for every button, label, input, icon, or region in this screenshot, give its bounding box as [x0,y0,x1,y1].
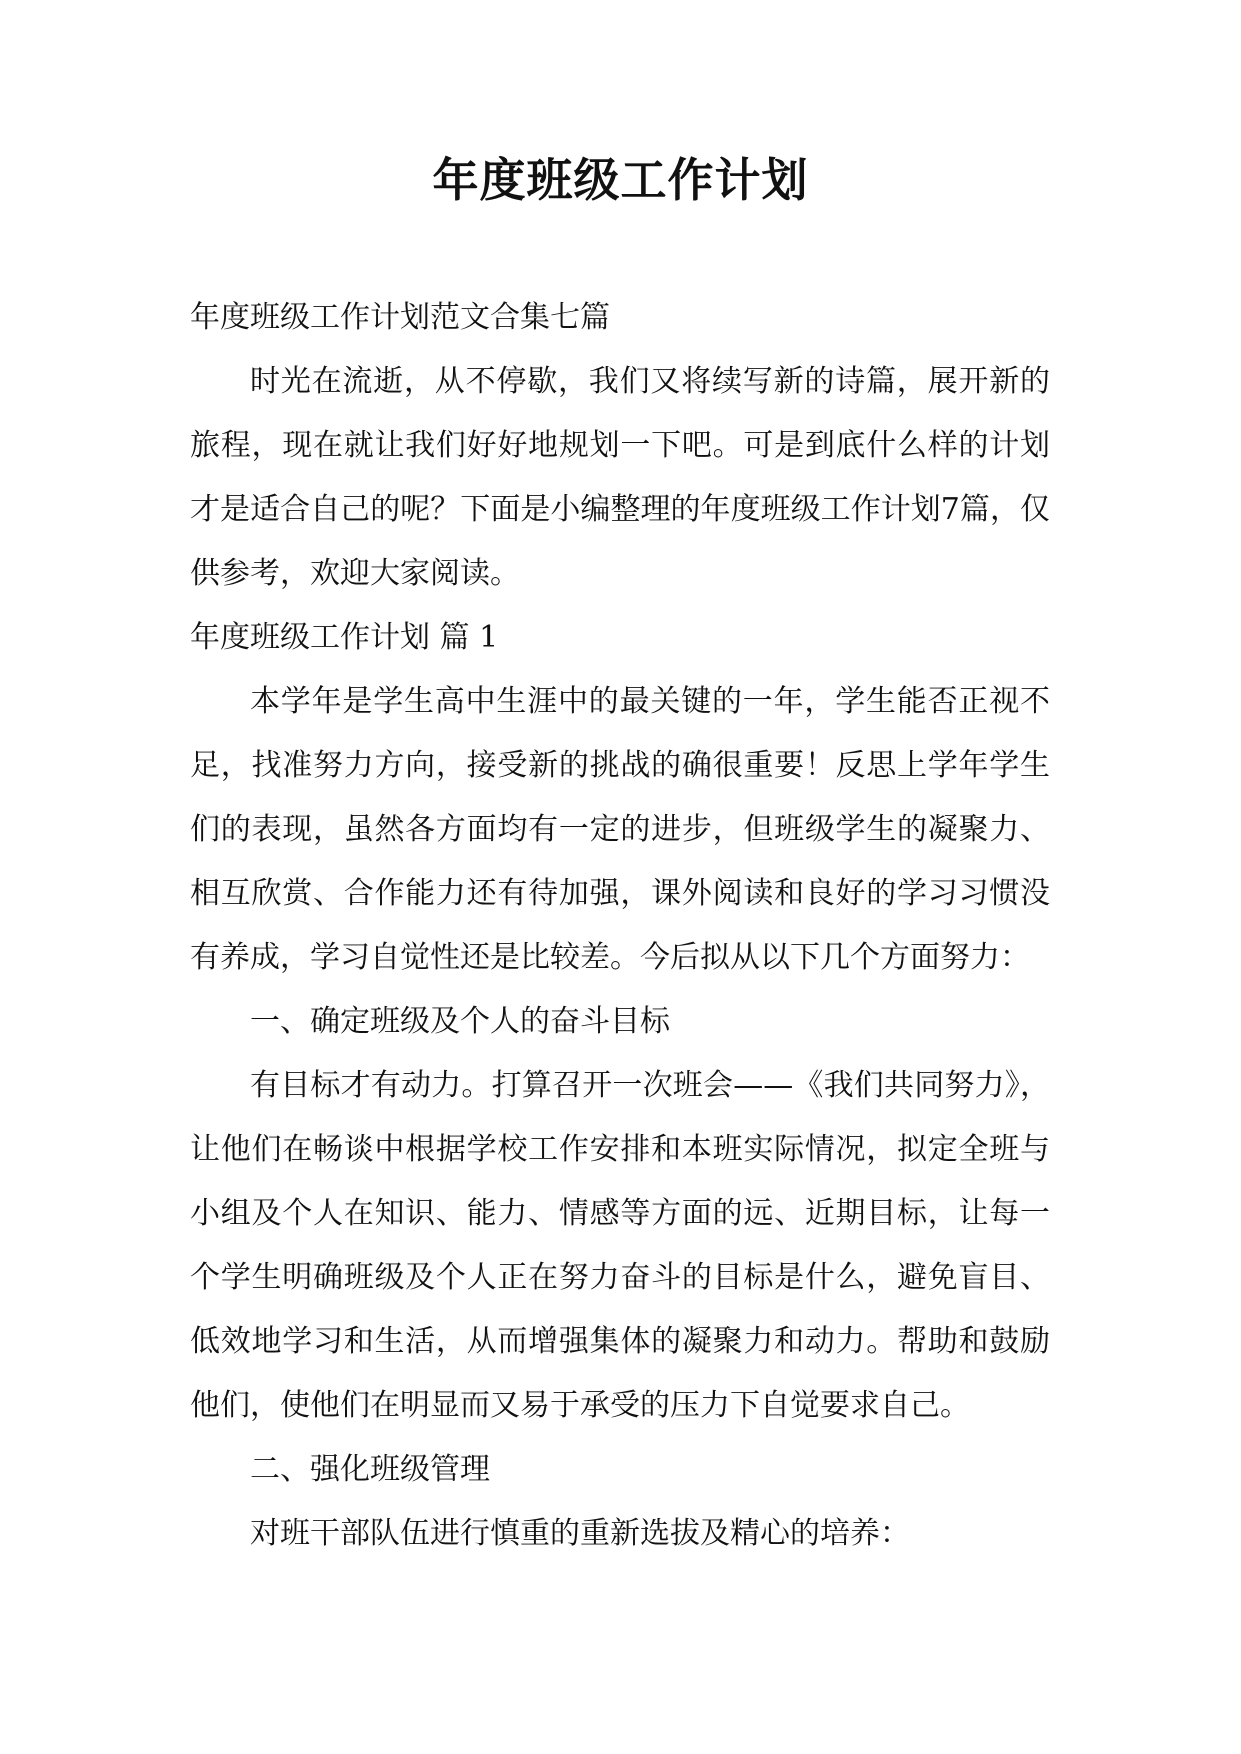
paragraph-1: 本学年是学生高中生涯中的最关键的一年，学生能否正视不足，找准努力方向，接受新的挑战的确很重要！反思上学年学生们的表现，虽然各方面均有一定的进步，但班级学生的凝聚力、相互欣赏、合作能力还有待加强，课外阅读和良好的学习习惯没有养成，学习自觉性还是比较差。今后拟从以下几个方面努力： [190,684,1050,975]
paragraph-2: 有目标才有动力。打算召开一次班会——《我们共同努力》，让他们在畅谈中根据学校工作安排和本班实际情况，拟定全班与小组及个人在知识、能力、情感等方面的远、近期目标，让每一个学生明确班级及个人正在努力奋斗的目标是什么，避免盲目、低效地学习和生活，从而增强集体的凝聚力和动力。帮助和鼓励他们，使他们在明显而又易于承受的压力下自觉要求自己。 [190,1068,1050,1423]
paragraph-3: 对班干部队伍进行慎重的重新选拔及精心的培养： [250,1516,910,1551]
document-title: 年度班级工作计划 [432,153,809,207]
document-body [190,286,1050,1566]
intro-paragraph: 时光在流逝，从不停歇，我们又将续写新的诗篇，展开新的旅程，现在就让我们好好地规划一下吧。可是到底什么样的计划才是适合自己的呢？下面是小编整理的年度班级工作计划7篇，仅供参考，欢迎大家阅读。 [190,364,1050,591]
section-heading: 年度班级工作计划 篇 1 [190,620,499,655]
heading-1: 一、确定班级及个人的奋斗目标 [250,1004,670,1039]
heading-2: 二、强化班级管理 [250,1452,490,1487]
document-subtitle: 年度班级工作计划范文合集七篇 [190,300,610,335]
